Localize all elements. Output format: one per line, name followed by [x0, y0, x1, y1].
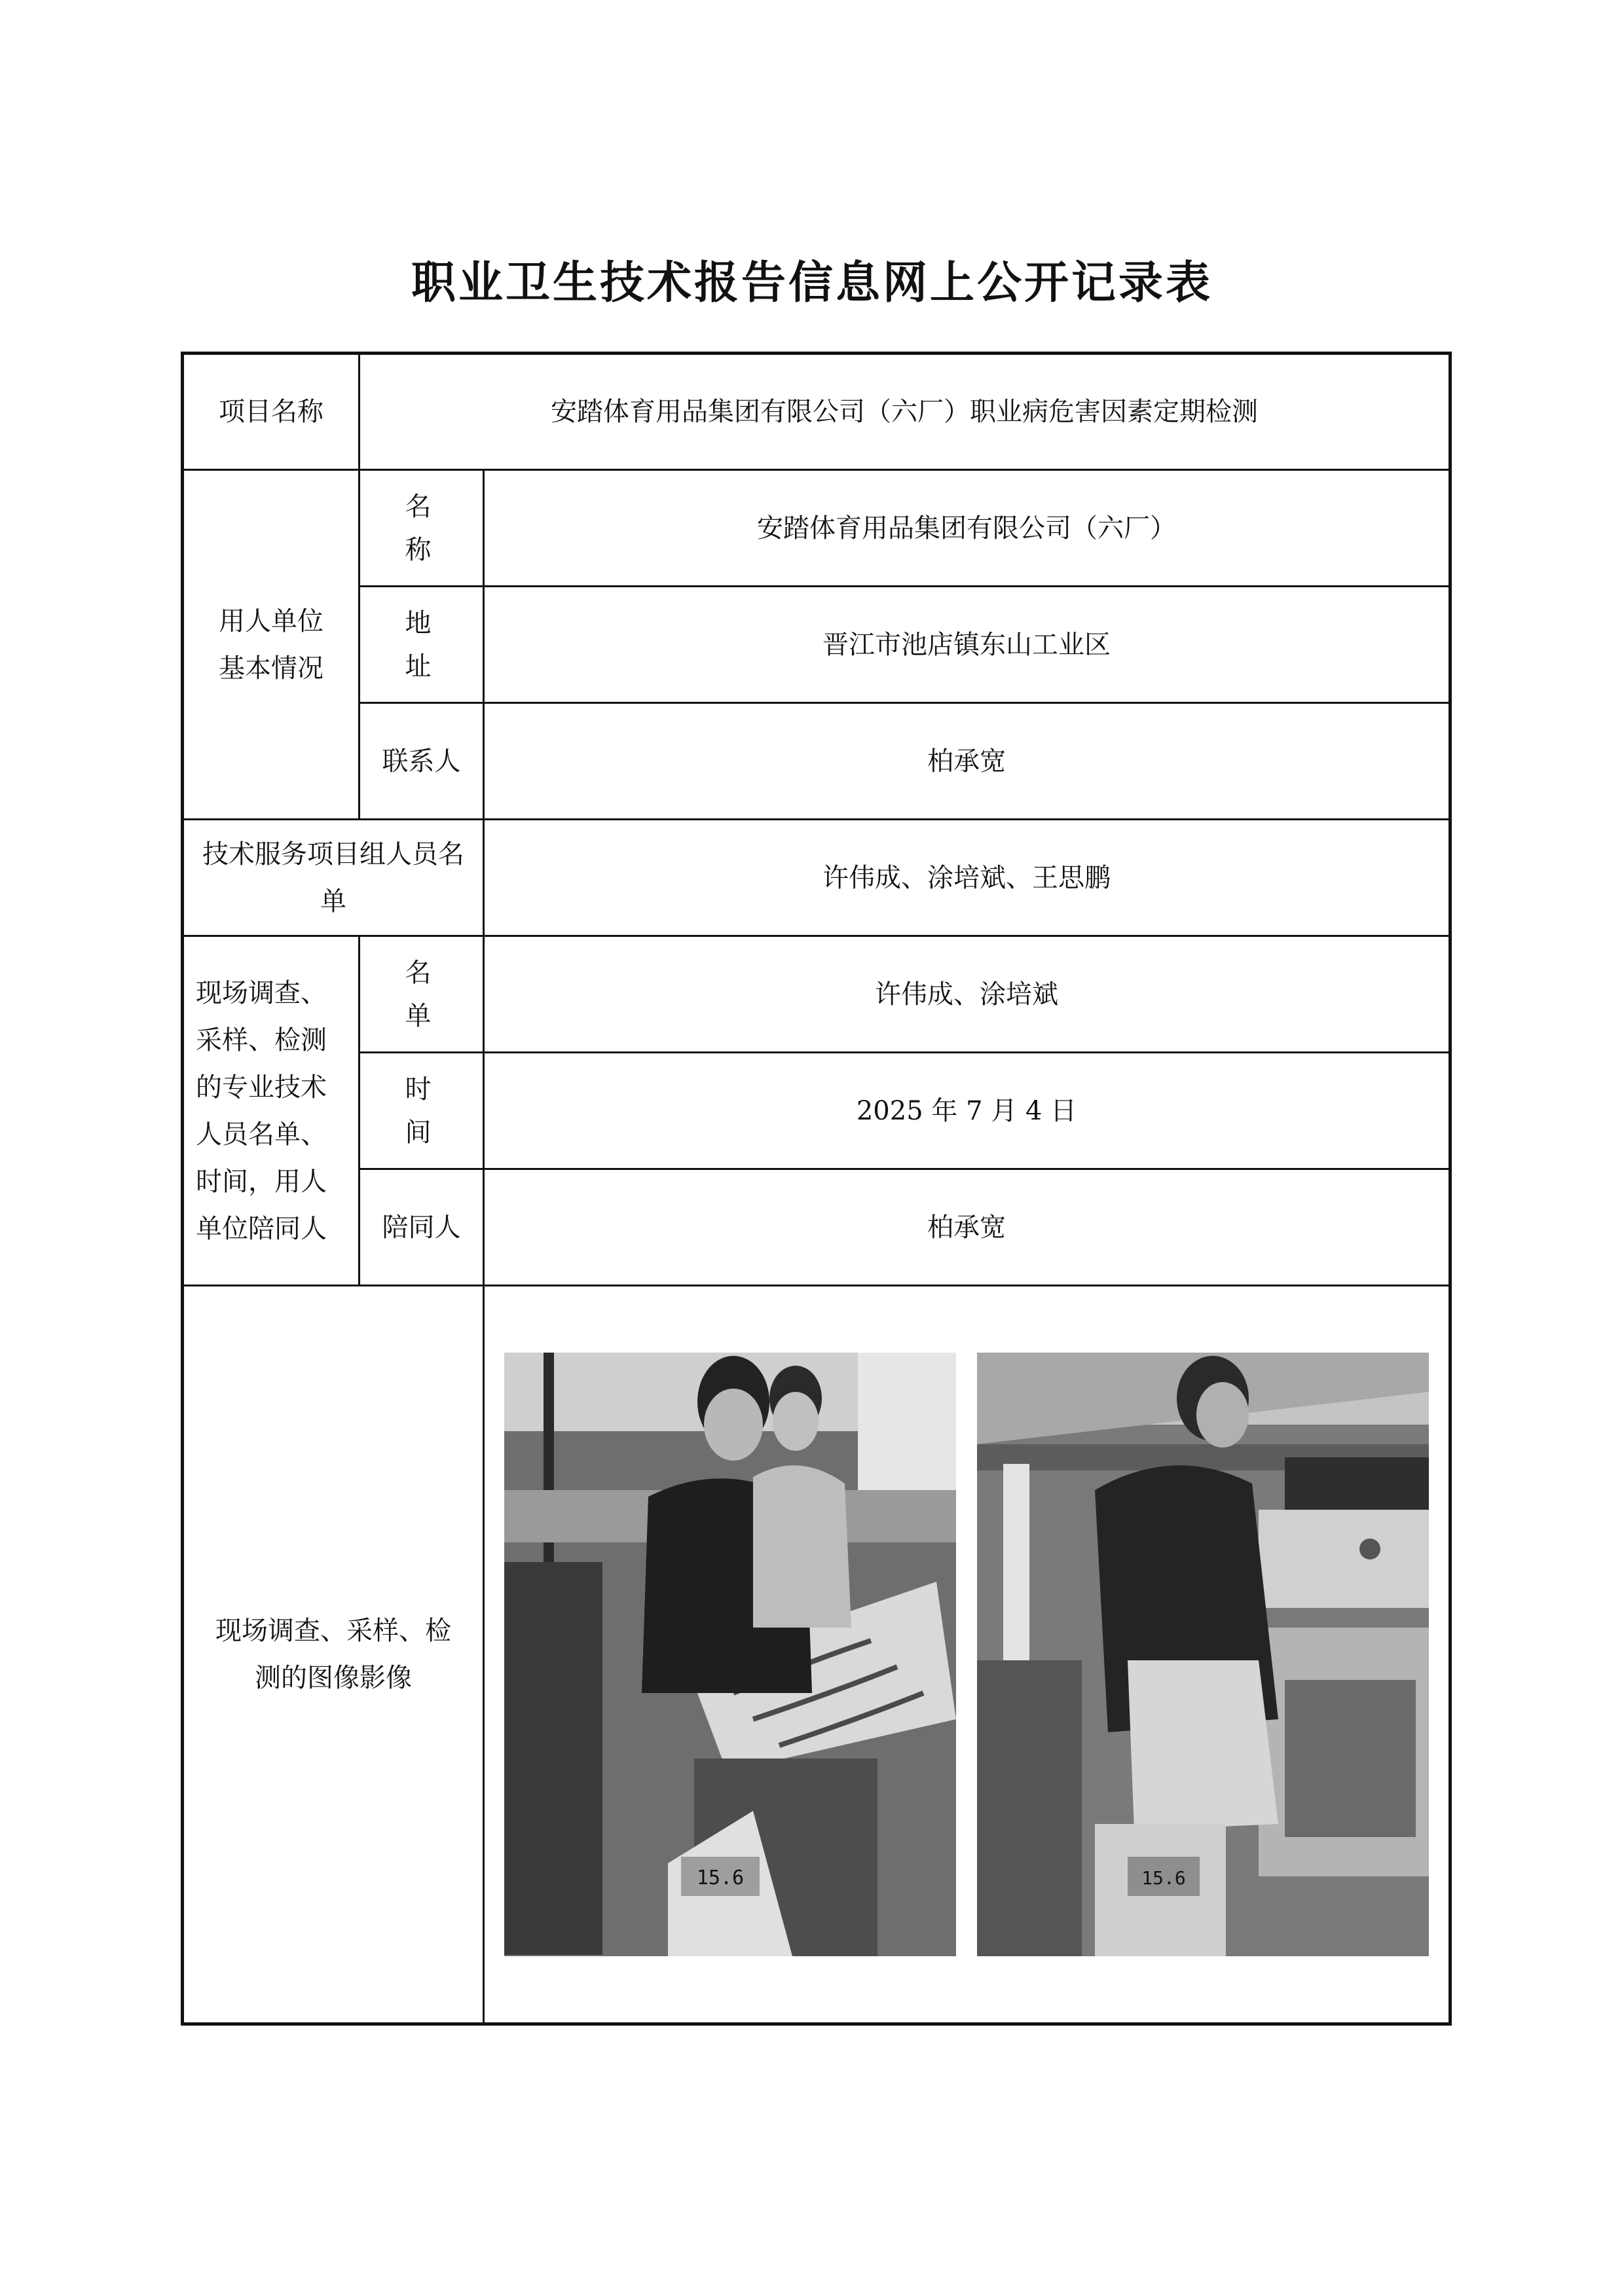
- row-survey-escort: [183, 1169, 1450, 1286]
- survey-escort-value: 柏承宽: [484, 1169, 1450, 1286]
- row-project-name: [183, 354, 1450, 470]
- row-survey-time: [183, 1053, 1450, 1169]
- meter-reading-1: 15.6: [696, 1867, 745, 1889]
- employer-label: [183, 470, 360, 820]
- site-photo-1: [504, 1353, 956, 1956]
- employer-address-label: 地 址: [360, 587, 484, 703]
- page-title: 职业卫生技术报告信息网上公开记录表: [411, 257, 1213, 309]
- survey-list-label: 名 单: [360, 936, 484, 1053]
- employer-name-label: 名 称: [360, 470, 484, 587]
- row-survey-list: [183, 936, 1450, 1053]
- survey-time-label: 时 间: [360, 1053, 484, 1169]
- row-team: [183, 820, 1450, 936]
- employer-name-value: 安踏体育用品集团有限公司（六厂）: [484, 470, 1450, 587]
- team-label: [183, 820, 484, 936]
- survey-time-value: 2025 年 7 月 4 日: [484, 1053, 1450, 1169]
- employer-contact-value: 柏承宽: [484, 703, 1450, 820]
- images-cell: [484, 1286, 1450, 2024]
- team-value: 许伟成、涂培斌、王思鹏: [484, 820, 1450, 936]
- survey-label-text: 现场调查、采样、检测的专业技术人员名单、时间，用人单位陪同人: [196, 977, 327, 1244]
- survey-label: [183, 936, 360, 1286]
- employer-contact-label: 联系人: [360, 703, 484, 820]
- row-employer-name: [183, 470, 1450, 587]
- images-label-text: 现场调查、采样、检测的图像影像: [215, 1616, 451, 1693]
- project-name-label: 项目名称: [183, 354, 360, 470]
- survey-escort-label: 陪同人: [360, 1169, 484, 1286]
- photo-row: [491, 1353, 1442, 1956]
- employer-address-value: 晋江市池店镇东山工业区: [484, 587, 1450, 703]
- team-label-text: 技术服务项目组人员名单: [202, 839, 464, 917]
- site-photo-2: [977, 1353, 1429, 1956]
- project-name-value: 安踏体育用品集团有限公司（六厂）职业病危害因素定期检测: [360, 354, 1450, 470]
- row-images: [183, 1286, 1450, 2024]
- row-employer-address: [183, 587, 1450, 703]
- survey-list-value: 许伟成、涂培斌: [484, 936, 1450, 1053]
- meter-reading-2: 15.6: [1141, 1867, 1186, 1889]
- row-employer-contact: [183, 703, 1450, 820]
- record-table: [181, 352, 1452, 2026]
- images-label: [183, 1286, 484, 2024]
- employer-label-text: 用人单位基本情况: [219, 606, 323, 683]
